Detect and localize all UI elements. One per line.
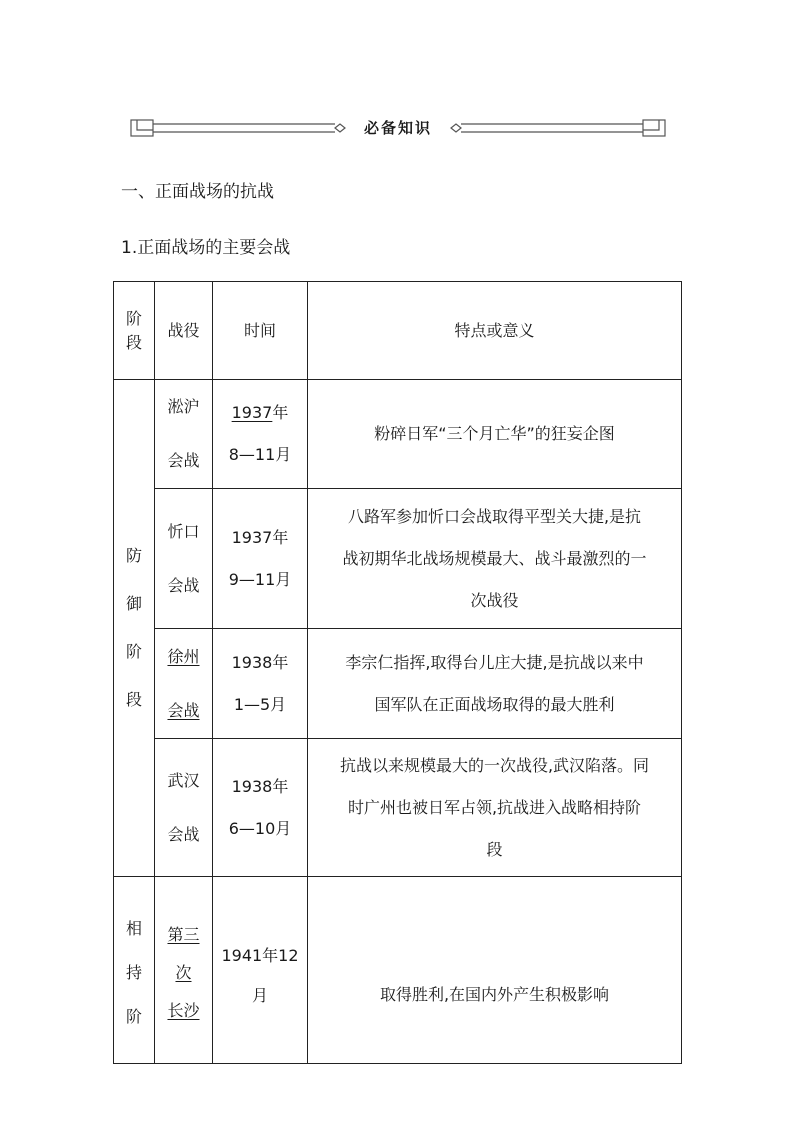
header-battle: 战役 (155, 282, 213, 380)
defense-stage-cell: 防 御 阶 段 (114, 380, 155, 877)
header-time: 时间 (213, 282, 308, 380)
table-row (114, 489, 682, 629)
battle-cell: 徐州 会战 (155, 629, 213, 739)
time-cell: 1941年12 月 (213, 877, 308, 1064)
section-banner (130, 114, 666, 142)
feature-cell: 粉碎日军“三个月亡华”的狂妄企图 (308, 380, 682, 489)
header-stage: 阶 段 (114, 282, 155, 380)
feature-cell: 抗战以来规模最大的一次战役,武汉陷落。同 时广州也被日军占领,抗战进入战略相持阶 段 (308, 739, 682, 877)
time-cell: 1937年 9—11月 (213, 489, 308, 629)
feature-cell: 取得胜利,在国内外产生积极影响 (308, 877, 682, 1064)
section-heading: 一、正面战场的抗战 (121, 182, 274, 202)
table-row (114, 380, 682, 489)
section-subheading: 1.正面战场的主要会战 (121, 238, 291, 258)
time-cell: 1938年 1—5月 (213, 629, 308, 739)
table-row (114, 739, 682, 877)
battle-cell: 忻口 会战 (155, 489, 213, 629)
battle-cell: 第三 次 长沙 (155, 877, 213, 1064)
battle-cell: 武汉 会战 (155, 739, 213, 877)
banner-title: 必备知识 (360, 119, 436, 137)
table-header-row (114, 282, 682, 380)
header-feature: 特点或意义 (308, 282, 682, 380)
time-cell: 1937年 8—11月 (213, 380, 308, 489)
stalemate-stage-cell: 相 持 阶 (114, 877, 155, 1064)
battles-table (113, 281, 682, 1064)
table-row (114, 629, 682, 739)
feature-cell: 李宗仁指挥,取得台儿庄大捷,是抗战以来中 国军队在正面战场取得的最大胜利 (308, 629, 682, 739)
time-cell: 1938年 6—10月 (213, 739, 308, 877)
feature-cell: 八路军参加忻口会战取得平型关大捷,是抗 战初期华北战场规模最大、战斗最激烈的一 次战役 (308, 489, 682, 629)
battle-cell: 淞沪 会战 (155, 380, 213, 489)
table-row (114, 877, 682, 1064)
